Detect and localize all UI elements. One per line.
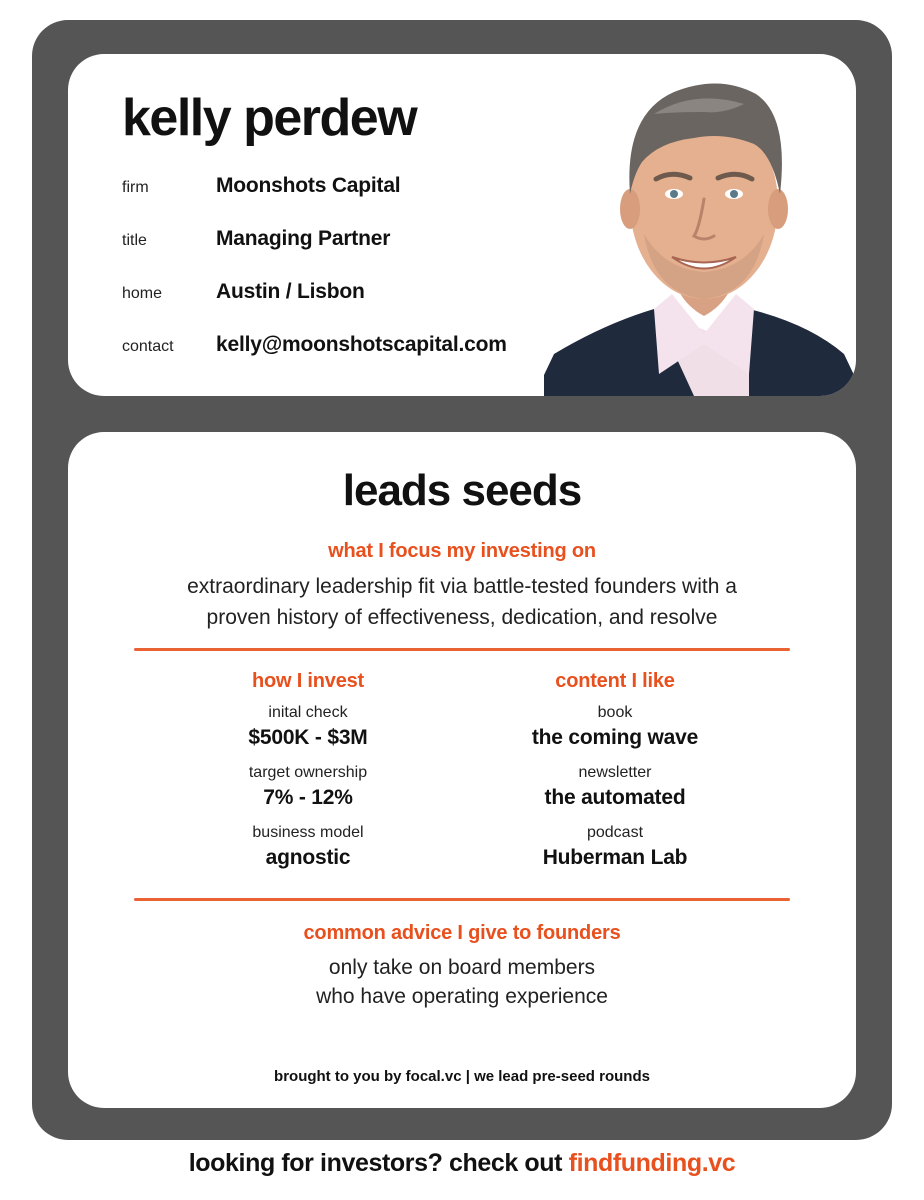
content-item — [465, 823, 765, 873]
focus-text — [68, 571, 856, 633]
podcast-value: Huberman Lab — [542, 846, 688, 869]
info-row-title — [122, 227, 507, 280]
title-label: title — [122, 232, 147, 249]
advice-line-1: only take on board members — [328, 956, 596, 979]
focus-title: what I focus my investing on — [328, 540, 596, 562]
content-item — [465, 763, 765, 813]
focus-line-1: extraordinary leadership fit via battle-tested founders with a — [187, 575, 737, 598]
advice-text — [68, 953, 856, 1011]
findfunding-link[interactable]: findfunding.vc — [568, 1149, 736, 1177]
divider-top — [134, 648, 790, 651]
ownership-label: target ownership — [248, 764, 368, 781]
details-card — [68, 432, 856, 1108]
model-label: business model — [252, 824, 364, 841]
info-row-home — [122, 280, 507, 333]
invest-title: how I invest — [251, 670, 365, 692]
advice-line-2: who have operating experience — [316, 985, 608, 1008]
model-value: agnostic — [265, 846, 351, 869]
check-label: inital check — [268, 704, 348, 721]
podcast-label: podcast — [586, 824, 644, 841]
divider-bottom — [134, 898, 790, 901]
content-item — [465, 703, 765, 753]
profile-card — [68, 54, 856, 396]
invest-column — [158, 670, 458, 873]
investor-name: kelly perdew — [122, 89, 417, 147]
invest-item — [158, 763, 458, 813]
profile-info — [122, 174, 507, 386]
firm-value: Moonshots Capital — [216, 174, 401, 197]
info-row-firm — [122, 174, 507, 227]
book-value: the coming wave — [531, 726, 699, 749]
focus-section — [68, 540, 856, 633]
info-row-contact — [122, 333, 507, 386]
contact-label: contact — [122, 338, 174, 355]
invest-item — [158, 703, 458, 753]
newsletter-label: newsletter — [578, 764, 652, 781]
home-value: Austin / Lisbon — [216, 280, 365, 303]
check-value: $500K - $3M — [248, 726, 368, 749]
title-value: Managing Partner — [216, 227, 391, 250]
newsletter-value: the automated — [544, 786, 686, 809]
focus-line-2: proven history of effectiveness, dedication, and resolve — [206, 606, 718, 629]
footer-cta — [0, 1149, 924, 1178]
advice-title: common advice I give to founders — [303, 922, 621, 944]
book-label: book — [597, 704, 633, 721]
contact-email[interactable]: kelly@moonshotscapital.com — [216, 333, 507, 356]
firm-label: firm — [122, 179, 149, 196]
cta-text: looking for investors? check out — [188, 1149, 569, 1177]
stage-headline: leads seeds — [342, 466, 582, 515]
content-column — [465, 670, 765, 873]
content-title: content I like — [555, 670, 675, 692]
invest-item — [158, 823, 458, 873]
ownership-value: 7% - 12% — [263, 786, 353, 809]
advice-section — [68, 922, 856, 1011]
credit-line: brought to you by focal.vc | we lead pre-seed rounds — [274, 1068, 650, 1085]
home-label: home — [122, 285, 163, 302]
investor-photo — [544, 54, 856, 396]
